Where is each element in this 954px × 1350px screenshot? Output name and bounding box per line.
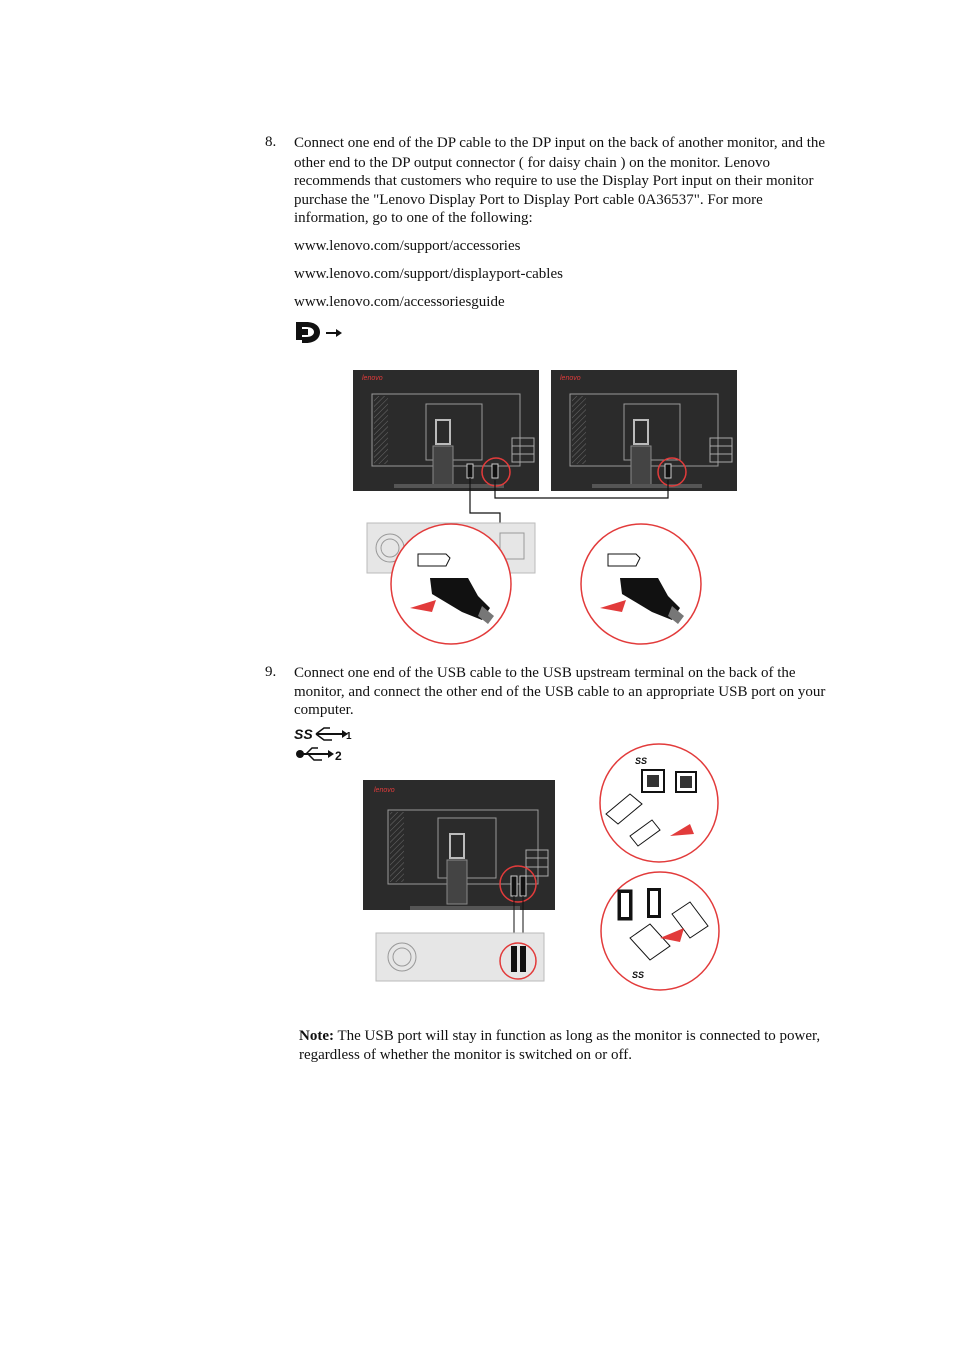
step-9-line: Connect one end of the USB cable to the USB upstream terminal on the back of the xyxy=(294,665,796,681)
dp-zoom-left xyxy=(391,524,511,644)
step-8-line: purchase the "Lenovo Display Port to Display Port cable 0A36537". For more xyxy=(294,191,763,208)
right-monitor xyxy=(551,370,737,491)
step-8-number: 8. xyxy=(265,134,277,150)
usb-ss-mark: SS xyxy=(294,726,313,742)
usb-connection-illustration xyxy=(360,742,730,994)
left-monitor xyxy=(353,370,539,491)
note-text: The USB port will stay in function as long as the monitor is connected to power, xyxy=(333,1028,821,1044)
displayport-out-icon xyxy=(294,320,346,346)
displayport-cables-link[interactable]: www.lenovo.com/support/displayport-cables xyxy=(294,266,563,282)
usb-superspeed-icon xyxy=(294,725,354,743)
usb-icon-1-label: 1 xyxy=(346,731,352,742)
monitor-brand-logo-left: lenovo xyxy=(362,375,383,382)
step-9-line: monitor, and connect the other end of the USB cable to an appropriate USB port on your xyxy=(294,683,826,700)
usb-icon xyxy=(294,745,354,763)
monitor-brand-logo-right: lenovo xyxy=(560,375,581,382)
step-8-line: Connect one end of the DP cable to the DP input on the back of another monitor, and the xyxy=(294,135,826,151)
usb-monitor-brand-logo: lenovo xyxy=(374,787,395,794)
step-8-line: information, go to one of the following: xyxy=(294,210,533,226)
usb-note xyxy=(299,1027,879,1065)
accessories-link[interactable]: www.lenovo.com/support/accessories xyxy=(294,238,521,254)
step-9-line: computer. xyxy=(294,702,354,718)
step-9-number: 9. xyxy=(265,664,277,680)
note-line xyxy=(299,1027,879,1046)
step-8-line: recommends that customers who require to use the Display Port input on their monitor xyxy=(294,173,814,189)
usb-upstream-zoom xyxy=(600,744,718,862)
usb-downstream-zoom xyxy=(601,872,719,990)
dp-daisy-chain-illustration xyxy=(350,368,742,648)
usb-ss-port-mark: SS xyxy=(635,756,648,766)
step-8-text xyxy=(294,134,874,228)
usb-monitor xyxy=(363,780,555,910)
accessories-guide-link[interactable]: www.lenovo.com/accessoriesguide xyxy=(294,294,505,310)
note-label: Note: xyxy=(299,1028,334,1044)
step-9-text xyxy=(294,664,874,720)
dp-zoom-right xyxy=(581,524,701,644)
note-line: regardless of whether the monitor is switched on or off. xyxy=(299,1047,632,1063)
usb-ss-plug-mark: SS xyxy=(632,970,645,980)
usb-icon-2-label: 2 xyxy=(335,749,342,763)
step-8-line: other end to the DP output connector ( for daisy chain ) on the monitor. Lenovo xyxy=(294,154,771,171)
